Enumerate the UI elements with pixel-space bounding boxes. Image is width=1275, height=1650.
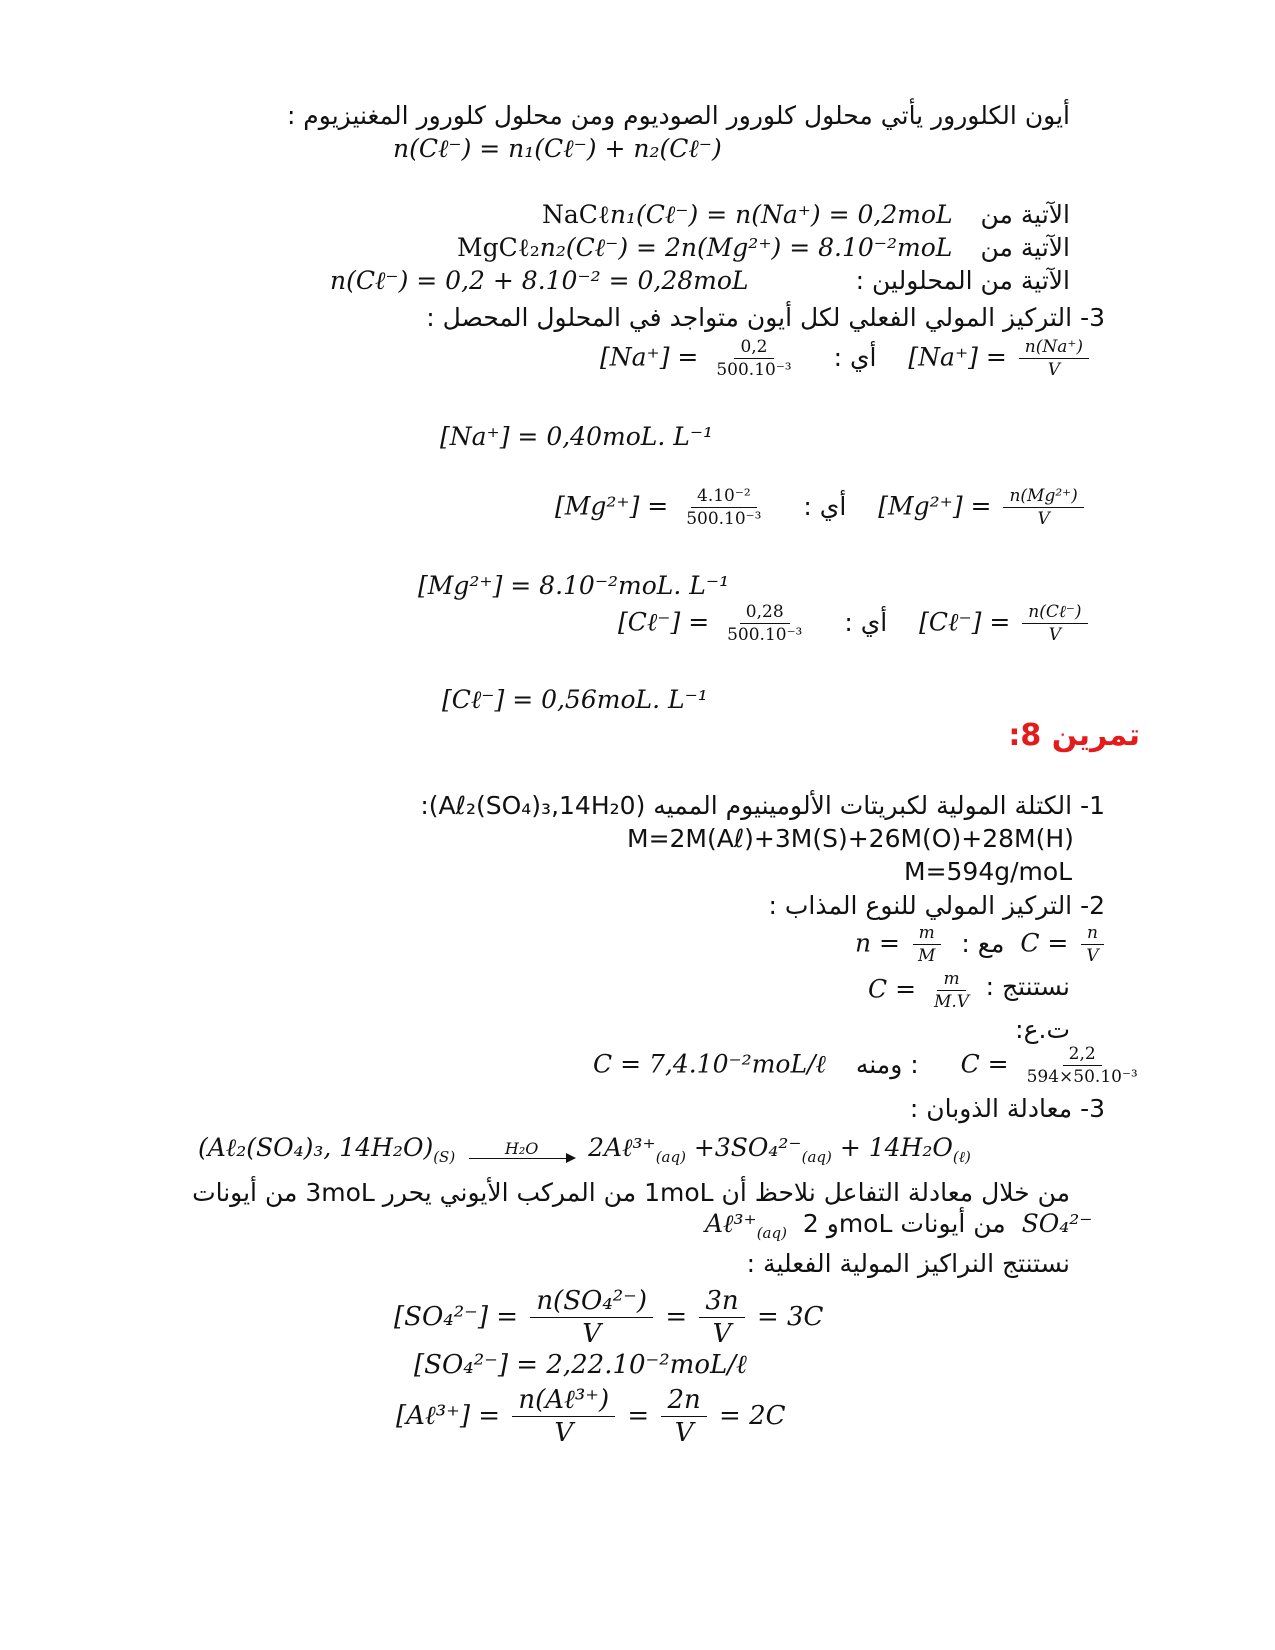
nacl-line (542, 199, 953, 231)
so4-concentration-formula (394, 1285, 823, 1350)
eq-reactant-state: (S) (433, 1148, 456, 1166)
total-chloride-equation: n(Cℓ⁻) = 0,2 + 8.10⁻² = 0,28moL (330, 266, 749, 295)
c3-lhs: C = (960, 1049, 1009, 1079)
so4-rhs: = 3C (756, 1302, 824, 1332)
c-fraction: $\frac{n}{V}$ (1080, 922, 1104, 967)
q1-molar-mass-sum: M=2M(Aℓ)+3M(S)+26M(O)+28M(H) (627, 824, 1074, 853)
mg-lhs-2: [Mg²⁺] = (555, 491, 669, 521)
ay-text: : أي (833, 342, 877, 372)
mg-fraction-values: $\frac{\text{4.10⁻²}}{\text{500.10⁻³}}$ (686, 486, 762, 529)
eq-product-water: + 14H₂O (839, 1133, 953, 1162)
mgcl2-source-text: الآتية من (980, 233, 1070, 262)
mg-lhs: [Mg²⁺] = (878, 491, 992, 521)
al-ion-state: (aq) (756, 1224, 787, 1242)
n-fraction: $\frac{m}{M}$ (912, 922, 941, 967)
so4-fraction-2: $\frac{3n}{V}$ (699, 1285, 744, 1350)
cl-lhs-2: [Cℓ⁻] = (618, 607, 710, 637)
eq-reactant: (Aℓ₂(SO₄)₃, 14H₂O) (198, 1133, 434, 1162)
q2-formulas (855, 922, 1109, 967)
deduce-text: نستنتج : (985, 972, 1070, 1001)
numerical-application-label: ت.ع: (1015, 1015, 1070, 1044)
q1-heading: 1- الكتلة المولية لكبريتات الألومينيوم المميه (Aℓ₂(SO₄)₃,14H₂0): (420, 791, 1105, 820)
so4-ion: SO₄²⁻ (1021, 1209, 1093, 1238)
al-fraction-2: $\frac{2n}{V}$ (661, 1384, 706, 1449)
so4-eq: = (665, 1302, 688, 1332)
chloride-sum-equation: n(Cℓ⁻) = n₁(Cℓ⁻) + n₂(Cℓ⁻) (393, 134, 722, 163)
c2-fraction: $\frac{m}{M.V}$ (933, 969, 970, 1012)
cl-lhs: [Cℓ⁻] = (919, 607, 1011, 637)
al-ion: Aℓ³⁺ (705, 1209, 757, 1238)
q2-result-line (593, 1043, 1148, 1088)
na-fraction-symbolic: $\frac{n(Na^+)}{V}$ (1019, 336, 1089, 381)
mg-fraction-symbolic: $\frac{\text{n(Mg²⁺)}}{V}$ (1003, 485, 1083, 530)
chloride-source-text: أيون الكلورور يأتي محلول كلورور الصوديوم ومن محلول كلورور المغنيزيوم : (286, 101, 1070, 130)
na-concentration-formula (600, 336, 1093, 381)
al-concentration-formula (396, 1384, 786, 1449)
na-fraction-values: $\frac{0,2}{\text{500.10⁻³}}$ (716, 337, 792, 380)
mg-result: [Mg²⁺] = 8.10⁻²moL. L⁻¹ (418, 571, 730, 600)
c-lhs: C = (1020, 928, 1069, 958)
with-text: : مع (961, 928, 1005, 958)
eq-product-al-state: (aq) (655, 1148, 686, 1166)
exercise-title: تمرين 8: (1008, 718, 1140, 753)
na-result: [Na⁺] = 0,40moL. L⁻¹ (440, 422, 714, 451)
and-text: و 2moL من أيونات (802, 1209, 1006, 1238)
al-lhs: [Aℓ³⁺] = (396, 1401, 501, 1431)
nacl-equation: n₁(Cℓ⁻) = n(Na⁺) = 0,2moL (609, 200, 953, 229)
dissolution-equation (198, 1132, 971, 1173)
so4-lhs: [SO₄²⁻] = (394, 1302, 519, 1332)
q3-deduce-text: نستنتج النراكيز المولية الفعلية : (746, 1249, 1070, 1278)
q3-heading: 3- معادلة الذوبان : (909, 1094, 1105, 1123)
mgcl2-equation: n₂(Cℓ⁻) = 2n(Mg²⁺) = 8.10⁻²moL (539, 233, 953, 262)
so4-result: [SO₄²⁻] = 2,22.10⁻²moL/ℓ (414, 1350, 747, 1380)
eq-product-al: 2Aℓ³⁺ (588, 1133, 656, 1162)
nacl-label: NaCℓ (542, 200, 610, 229)
hence-text: ومنه : (855, 1049, 919, 1079)
both-solutions-text: الآتية من المحلولين : (855, 266, 1070, 295)
q3-observation-line2 (705, 1208, 1093, 1249)
na-lhs: [Na⁺] = (908, 342, 1007, 372)
reaction-arrow: H₂O (469, 1140, 574, 1160)
eq-product-so4-state: (aq) (801, 1148, 832, 1166)
q1-molar-mass-value: M=594g/moL (904, 857, 1073, 886)
question-3-heading: 3- التركيز المولي الفعلي لكل أيون متواجد في المحلول المحصل : (426, 303, 1105, 332)
cl-result: [Cℓ⁻] = 0,56moL. L⁻¹ (442, 685, 708, 714)
q2-heading: 2- التركيز المولي للنوع المذاب : (768, 891, 1105, 920)
q2-deduce-formula (868, 968, 979, 1013)
cl-fraction-values: $\frac{0,28}{\text{500.10⁻³}}$ (727, 602, 803, 645)
eq-product-water-state: (ℓ) (952, 1148, 971, 1166)
mgcl2-line (457, 232, 952, 264)
mg-concentration-formula (555, 485, 1088, 530)
c-result: C = 7,4.10⁻²moL/ℓ (593, 1049, 826, 1079)
so4-fraction-1: $\frac{\text{n(SO₄²⁻)}}{V}$ (530, 1285, 653, 1350)
ay-text: : أي (844, 607, 888, 637)
nacl-source-text: الآتية من (980, 200, 1070, 229)
cl-concentration-formula (618, 601, 1092, 646)
al-eq: = (627, 1401, 650, 1431)
mgcl2-label: MgCℓ₂ (457, 233, 540, 262)
ay-text: : أي (803, 491, 847, 521)
al-rhs: = 2C (719, 1401, 786, 1431)
eq-product-so4: +3SO₄²⁻ (693, 1133, 802, 1162)
q3-observation-text: من خلال معادلة التفاعل نلاحظ أن 1moL من المركب الأيوني يحرر 3moL من أيونات (192, 1178, 1070, 1207)
al-fraction-1: $\frac{\text{n(Aℓ³⁺)}}{V}$ (512, 1384, 615, 1449)
n-lhs: n = (855, 928, 900, 958)
c3-fraction: $\frac{2,2}{\text{594×50.10⁻³}}$ (1026, 1044, 1138, 1087)
c2-lhs: C = (868, 974, 917, 1004)
na-lhs-2: [Na⁺] = (600, 342, 699, 372)
cl-fraction-symbolic: $\frac{\text{n(Cℓ⁻)}}{V}$ (1022, 601, 1087, 646)
